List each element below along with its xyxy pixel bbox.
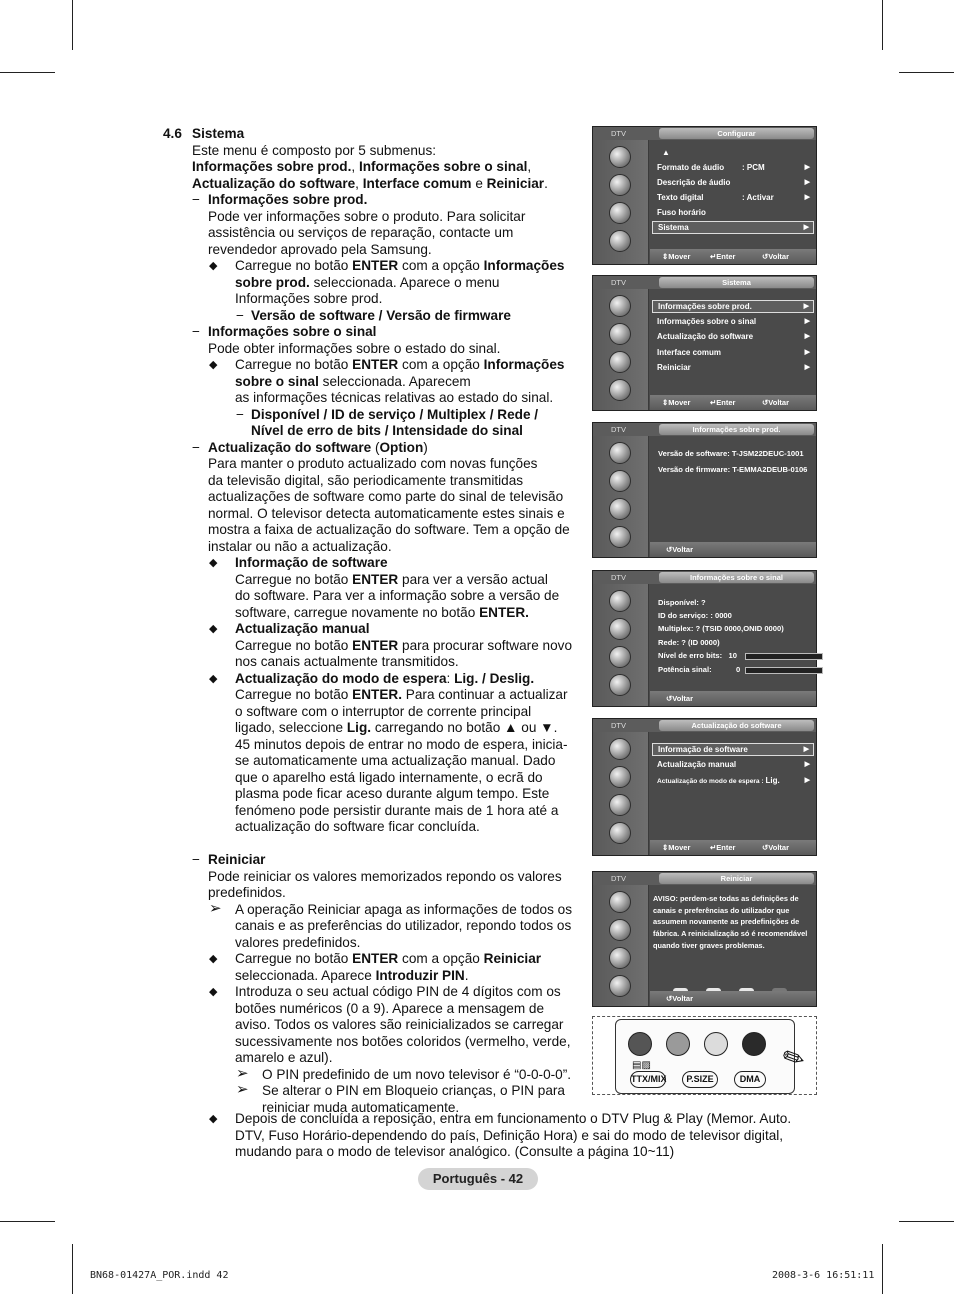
- print-slug-left: BN68-01427A_POR.indd 42: [90, 1270, 229, 1281]
- menu-item-audio-format[interactable]: Formato de áudio : PCM ▶: [657, 163, 810, 172]
- crop-mark: [882, 0, 883, 50]
- setup-icon: [609, 674, 631, 696]
- arrow-right-icon: ▶: [804, 333, 810, 340]
- teletext-icon: ▤▨: [632, 1060, 651, 1071]
- diamond-bullet-icon: ◆: [209, 986, 218, 998]
- software-heading: − Actualização do software (Option): [192, 439, 428, 455]
- sound-icon: [609, 323, 631, 345]
- menu-footer: [650, 542, 816, 557]
- crop-mark: [899, 72, 954, 73]
- arrow-right-icon: ▶: [803, 746, 809, 753]
- menu-item-timezone[interactable]: Fuso horário: [657, 208, 706, 217]
- menu-sidebar: [593, 584, 649, 706]
- channel-icon: [609, 202, 631, 224]
- panel-title: Actualização do software: [659, 720, 814, 731]
- move-hint: ⇕ Mover: [662, 843, 691, 852]
- back-hint: ↺ Voltar: [666, 694, 693, 703]
- pin-bullet: ◆ Introduza o seu actual código PIN de 4 dígitos com os botões numéricos (0 a 9). Aparece a mensagem de aviso. Todos os valores são reinicializados se carregar sucessivamente nos botões coloridos (vermelho, verde, amarelo e azul).: [209, 984, 571, 1065]
- enter-hint: ↵ Enter: [710, 843, 736, 852]
- arrow-right-icon: ▶: [804, 761, 810, 768]
- back-hint: ↺ Voltar: [666, 545, 693, 554]
- picture-icon: [609, 590, 631, 612]
- arrow-right-icon: ▶: [804, 777, 810, 784]
- remote-control-illustration: [592, 1016, 817, 1095]
- move-hint: ⇕ Mover: [662, 398, 691, 407]
- menu-item-reset[interactable]: Reiniciar ▶: [657, 363, 810, 372]
- crop-mark: [882, 1244, 883, 1294]
- dma-button[interactable]: DMA: [734, 1071, 766, 1088]
- software-info-bullet: ◆ Informação de software Carregue no botão ENTER para ver a versão actual do software. Para ver a informação sobre a versão de software, carregue novamente no botão ENTER.: [209, 555, 560, 620]
- menu-item-standby-update[interactable]: Actualização do modo de espera : Lig. ▶: [657, 776, 810, 785]
- pointing-hand-icon: ✎: [777, 1039, 810, 1077]
- pin-note: ➢ Se alterar o PIN em Bloqueio crianças, o PIN para reiniciar muda automaticamente.: [236, 1081, 565, 1115]
- arrow-right-icon: ▶: [803, 224, 809, 231]
- prod-info-heading: − Informações sobre prod.: [192, 192, 368, 207]
- picture-icon: [609, 295, 631, 317]
- sound-icon: [609, 766, 631, 788]
- diamond-bullet-icon: ◆: [209, 1113, 218, 1125]
- channel-icon: [609, 351, 631, 373]
- yellow-button[interactable]: [704, 1032, 728, 1056]
- menu-footer: [650, 691, 816, 706]
- crop-mark: [72, 1244, 73, 1294]
- manual-update-bullet: ◆ Actualização manual Carregue no botão ENTER para procurar software novo nos canais actualmente transmitidos.: [209, 621, 573, 669]
- reset-note: ➢ A operação Reiniciar apaga as informações de todos os canais e as preferências do utilizador, repondo todos os valores predefinidos.: [209, 899, 573, 950]
- arrow-right-icon: ▶: [804, 318, 810, 325]
- sound-icon: [609, 174, 631, 196]
- picture-icon: [609, 891, 631, 913]
- sound-icon: [609, 919, 631, 941]
- menu-sidebar: [593, 436, 649, 557]
- reset-warning: AVISO: perdem-se todas as definições de canais e preferências do utilizador que assumem novamente as predefinições de fábrica. A reinicialização só é recomendável quando tiver graves problemas.: [653, 894, 808, 950]
- arrow-right-icon: ▶: [803, 303, 809, 310]
- network: Rede: ? (ID 0000): [658, 638, 720, 647]
- arrow-note-icon: ➢: [236, 1081, 249, 1098]
- menu-item-common-interface[interactable]: Interface comum ▶: [657, 348, 810, 357]
- diamond-bullet-icon: ◆: [209, 557, 218, 569]
- signal-info-bullet: ◆ Carregue no botão ENTER com a opção Informações sobre o sinal seleccionada. Aparecem as informações técnicas relativas ao estado do sinal.: [209, 357, 565, 405]
- service-id: ID do serviço: : 0000: [658, 611, 732, 620]
- panel-title: Reiniciar: [659, 873, 814, 884]
- page-number-label: Português - 42: [418, 1168, 538, 1190]
- sound-icon: [609, 470, 631, 492]
- menu-item-digital-text[interactable]: Texto digital : Activar ▶: [657, 193, 810, 202]
- channel-icon: [609, 498, 631, 520]
- prod-info-sub: − Versão de software / Versão de firmware: [236, 307, 511, 323]
- firmware-version: Versão de firmware: T-EMMA2DEUB-0106: [658, 465, 808, 474]
- tv-menu-signal-info: DTV Informações sobre o sinal Disponível: ? ID do serviço: : 0000 Multiplex: ? (TSID 0000,ONID 0000) Rede: ? (ID 0000) Nível de erro bits: 10 Potência sinal: 0 ↺ Voltar: [592, 570, 817, 707]
- blue-button[interactable]: [742, 1032, 766, 1056]
- reset-heading: − Reiniciar: [192, 852, 266, 867]
- picture-icon: [609, 442, 631, 464]
- picture-icon: [609, 738, 631, 760]
- standby-update-bullet: ◆ Actualização do modo de espera: Lig. / Deslig. Carregue no botão ENTER. Para continuar a actualizar o software com o interruptor de corrente principal ligado, seleccione Lig. carregando no botão ▲ ou ▼. 45 minutos depois de entrar no modo de espera, inicia- se automaticamente uma actualização manual. Dado que o aparelho está ligado internamente, o ecrã do plasma pode ficar aceso durante algum tempo. Este fenómeno pode persistir durante mais de 1 hora até a actualização do software ficar concluída.: [209, 670, 568, 834]
- enter-hint: ↵ Enter: [710, 398, 736, 407]
- signal-strength: Potência sinal: 0: [658, 665, 741, 674]
- tv-menu-software-update: DTV Actualização do software Informação de software ▶ Actualização manual ▶ Actualização do modo de espera : Lig. ▶ ⇕ Mover ↵ Enter ↺ Voltar: [592, 718, 817, 856]
- diamond-bullet-icon: ◆: [209, 953, 218, 965]
- menu-footer: [650, 991, 816, 1006]
- panel-title: Sistema: [659, 277, 814, 288]
- ttx-mix-button[interactable]: TTX/MIX: [630, 1071, 666, 1088]
- bit-error-bar: [745, 653, 823, 660]
- setup-icon: [609, 379, 631, 401]
- tv-menu-reset: DTV Reiniciar AVISO: perdem-se todas as definições de canais e preferências do utilizador que assumem novamente as predefinições de fábrica. A reinicialização só é recomendável quando tiver graves problemas. ↺ Voltar: [592, 871, 817, 1007]
- tv-menu-product-info: DTV Informações sobre prod. Versão de software: T-JSM22DEUC-1001 Versão de firmware: T-EMMA2DEUB-0106 ↺ Voltar: [592, 422, 817, 558]
- panel-title: Informações sobre o sinal: [659, 572, 814, 583]
- pin-note: ➢ O PIN predefinido de um novo televisor é “0-0-0-0”.: [236, 1064, 572, 1082]
- bit-error-level: Nível de erro bits: 10: [658, 651, 737, 660]
- menu-footer: [650, 395, 816, 410]
- setup-icon: [609, 975, 631, 997]
- diamond-bullet-icon: ◆: [209, 672, 218, 685]
- tv-menu-sistema: DTV Sistema Informações sobre prod. ▶ Informações sobre o sinal ▶ Actualização do software ▶ Interface comum ▶ Reiniciar ▶ ⇕ Mover ↵ Enter ↺ Voltar: [592, 275, 817, 411]
- menu-footer: [650, 840, 816, 855]
- menu-footer: [650, 249, 816, 264]
- reset-final-bullet: ◆ Depois de concluída a reposição, entra em funcionamento o DTV Plug & Play (Memor. Auto. DTV, Fuso Horário-dependendo do país, Definição Hora) e sai do modo de televisor digital, mudando para o modo de televisor analógico. (Consulte a página 10~11): [209, 1111, 792, 1159]
- channel-icon: [609, 947, 631, 969]
- arrow-right-icon: ▶: [804, 164, 810, 171]
- submenus-line: Informações sobre prod., Informações sobre o sinal,: [192, 159, 532, 174]
- signal-info-sub: − Disponível / ID de serviço / Multiplex / Rede / Nível de erro de bits / Intensidade do sinal: [236, 406, 539, 438]
- setup-icon: [609, 822, 631, 844]
- setup-icon: [609, 230, 631, 252]
- menu-item-audio-description[interactable]: Descrição de áudio ▶: [657, 178, 810, 187]
- p-size-button[interactable]: P.SIZE: [682, 1071, 718, 1088]
- menu-sidebar: [593, 140, 649, 264]
- multiplex: Multiplex: ? (TSID 0000,ONID 0000): [658, 624, 784, 633]
- menu-item-product-info[interactable]: Informações sobre prod. ▶: [652, 300, 814, 313]
- diamond-bullet-icon: ◆: [209, 623, 218, 635]
- crop-mark: [72, 0, 73, 50]
- setup-icon: [609, 526, 631, 548]
- back-hint: ↺ Voltar: [762, 252, 789, 261]
- crop-mark: [0, 1221, 55, 1222]
- menu-sidebar: [593, 732, 649, 855]
- section-heading: 4.6 Sistema: [163, 126, 245, 141]
- red-button[interactable]: [628, 1032, 652, 1056]
- enter-hint: ↵ Enter: [710, 252, 736, 261]
- back-hint: ↺ Voltar: [762, 843, 789, 852]
- print-slug-right: 2008-3-6 16:51:11: [772, 1270, 875, 1281]
- arrow-right-icon: ▶: [804, 349, 810, 356]
- menu-sidebar: [593, 885, 649, 1006]
- arrow-right-icon: ▶: [804, 179, 810, 186]
- menu-sidebar: [593, 289, 649, 410]
- arrow-right-icon: ▶: [804, 364, 810, 371]
- green-button[interactable]: [666, 1032, 690, 1056]
- sound-icon: [609, 618, 631, 640]
- channel-icon: [609, 794, 631, 816]
- prod-info-bullet: ◆ Carregue no botão ENTER com a opção Informações sobre prod. seleccionada. Aparece o menu Informações sobre prod.: [209, 258, 565, 306]
- menu-item-manual-update[interactable]: Actualização manual ▶: [657, 760, 810, 769]
- move-hint: ⇕ Mover: [662, 252, 691, 261]
- arrow-note-icon: ➢: [209, 899, 222, 917]
- arrow-right-icon: ▶: [804, 194, 810, 201]
- arrow-note-icon: ➢: [236, 1064, 249, 1082]
- back-hint: ↺ Voltar: [666, 994, 693, 1003]
- panel-title: Informações sobre prod.: [659, 424, 814, 435]
- channel-icon: [609, 646, 631, 668]
- menu-item-software-update[interactable]: Actualização do software ▶: [657, 332, 810, 341]
- back-hint: ↺ Voltar: [762, 398, 789, 407]
- crop-mark: [0, 72, 55, 73]
- menu-item-software-info[interactable]: Informação de software ▶: [652, 743, 814, 756]
- diamond-bullet-icon: ◆: [209, 359, 218, 371]
- picture-icon: [609, 146, 631, 168]
- main-text-column: 4.6 Sistema Este menu é composto por 5 submenus: Informações sobre prod., Informações sobre o sinal, Actualização do software, Interface comum e Reiniciar. − Informações sobre prod. Pode ver informações sobre o produto. Para solicitar assistência ou serviços de reparação, contacte um revendedor aprovado pela Samsung. ◆ Carregue no botão ENTER com a opção Informações sobre prod. seleccionada. Aparece o menu Informações sobre prod. − Versão de software / Versão de firmware − Informações sobre o sinal Pode obter informações sobre o estado do sinal. ◆ Carregue no botão ENTER com a opção Informações sobre o sinal seleccionada. Aparecem as informações técnicas relativas ao estado do sinal. − Disponível / ID de serviço / Multiplex / Rede / Nível de erro de bits / Intensidade do sinal − Actualização do software (Option) Para manter o produto actualizado com novas funções da televisão digital, são periodicamente transmitidas actualizações de software como parte do sinal de televisão normal. O televisor detecta automaticamente estes sinais e mostra a faixa de actualização do software. Tem a opção de instalar ou não a actualização. ◆ Informação de software Carregue no botão ENTER para ver a versão actual do software. Para ver a informação sobre a versão de software, carregue novamente no botão ENTER. ◆ Actualização manual Carregue no botão ENTER para procurar software novo nos canais actualmente transmitidos. ◆ Actualização do modo de espera: Lig. / Deslig. Carregue no botão ENTER. Para continuar a actualizar o software com o interruptor de corrente principal ligado, seleccione Lig. carregando no botão ▲ ou ▼. 45 minutos depois de entrar no modo de espera, inicia- se automaticamente uma actualização manual. Dado que o aparelho está ligado internamente, o ecrã do plasma pode ficar aceso durante algum tempo. Este fenómeno pode persistir durante mais de 1 hora até a actualização do software ficar concluída. − Reiniciar Pode reiniciar os valores memorizados repondo os valores predefinidos. ➢ A operação Reiniciar apaga as informações de todos os canais e as preferências do utilizador, repondo todos os valores predefinidos. ◆ Carregue no botão ENTER com a opção Reiniciar seleccionada. Aparece Introduzir PIN. ◆ Introduza o seu actual código PIN de 4 dígitos com os botões numéricos (0 a 9). Aparece a mensagem de aviso. Todos os valores são reinicializados se carregar sucessivamente nos botões coloridos (vermelho, verde, amarelo e azul). ➢ O PIN predefinido de um novo televisor é “0-0-0-0”. ➢ Se alterar o PIN em Bloqueio crianças, o PIN para reiniciar muda automaticamente.: [163, 126, 585, 1116]
- diamond-bullet-icon: ◆: [209, 260, 218, 272]
- software-version: Versão de software: T-JSM22DEUC-1001: [658, 449, 804, 458]
- signal-strength-bar: [745, 667, 823, 674]
- tv-menu-configurar: DTV Configurar ▲ Formato de áudio : PCM ▶ Descrição de áudio ▶ Texto digital : Activar ▶ Fuso horário Sistema ▶ ⇕ Mover ↵ Enter ↺ Voltar: [592, 126, 817, 265]
- menu-item-system[interactable]: Sistema ▶: [652, 221, 814, 234]
- submenus-line: Actualização do software, Interface comum e Reiniciar.: [192, 175, 548, 191]
- panel-title: Configurar: [659, 128, 814, 139]
- scroll-up-indicator[interactable]: ▲: [662, 148, 670, 157]
- signal-available: Disponível: ?: [658, 598, 706, 607]
- crop-mark: [899, 1221, 954, 1222]
- reset-bullet: ◆ Carregue no botão ENTER com a opção Reiniciar seleccionada. Aparece Introduzir PIN.: [209, 951, 542, 983]
- remote-body: [615, 1019, 795, 1094]
- menu-item-signal-info[interactable]: Informações sobre o sinal ▶: [657, 317, 810, 326]
- signal-info-heading: − Informações sobre o sinal: [192, 324, 377, 339]
